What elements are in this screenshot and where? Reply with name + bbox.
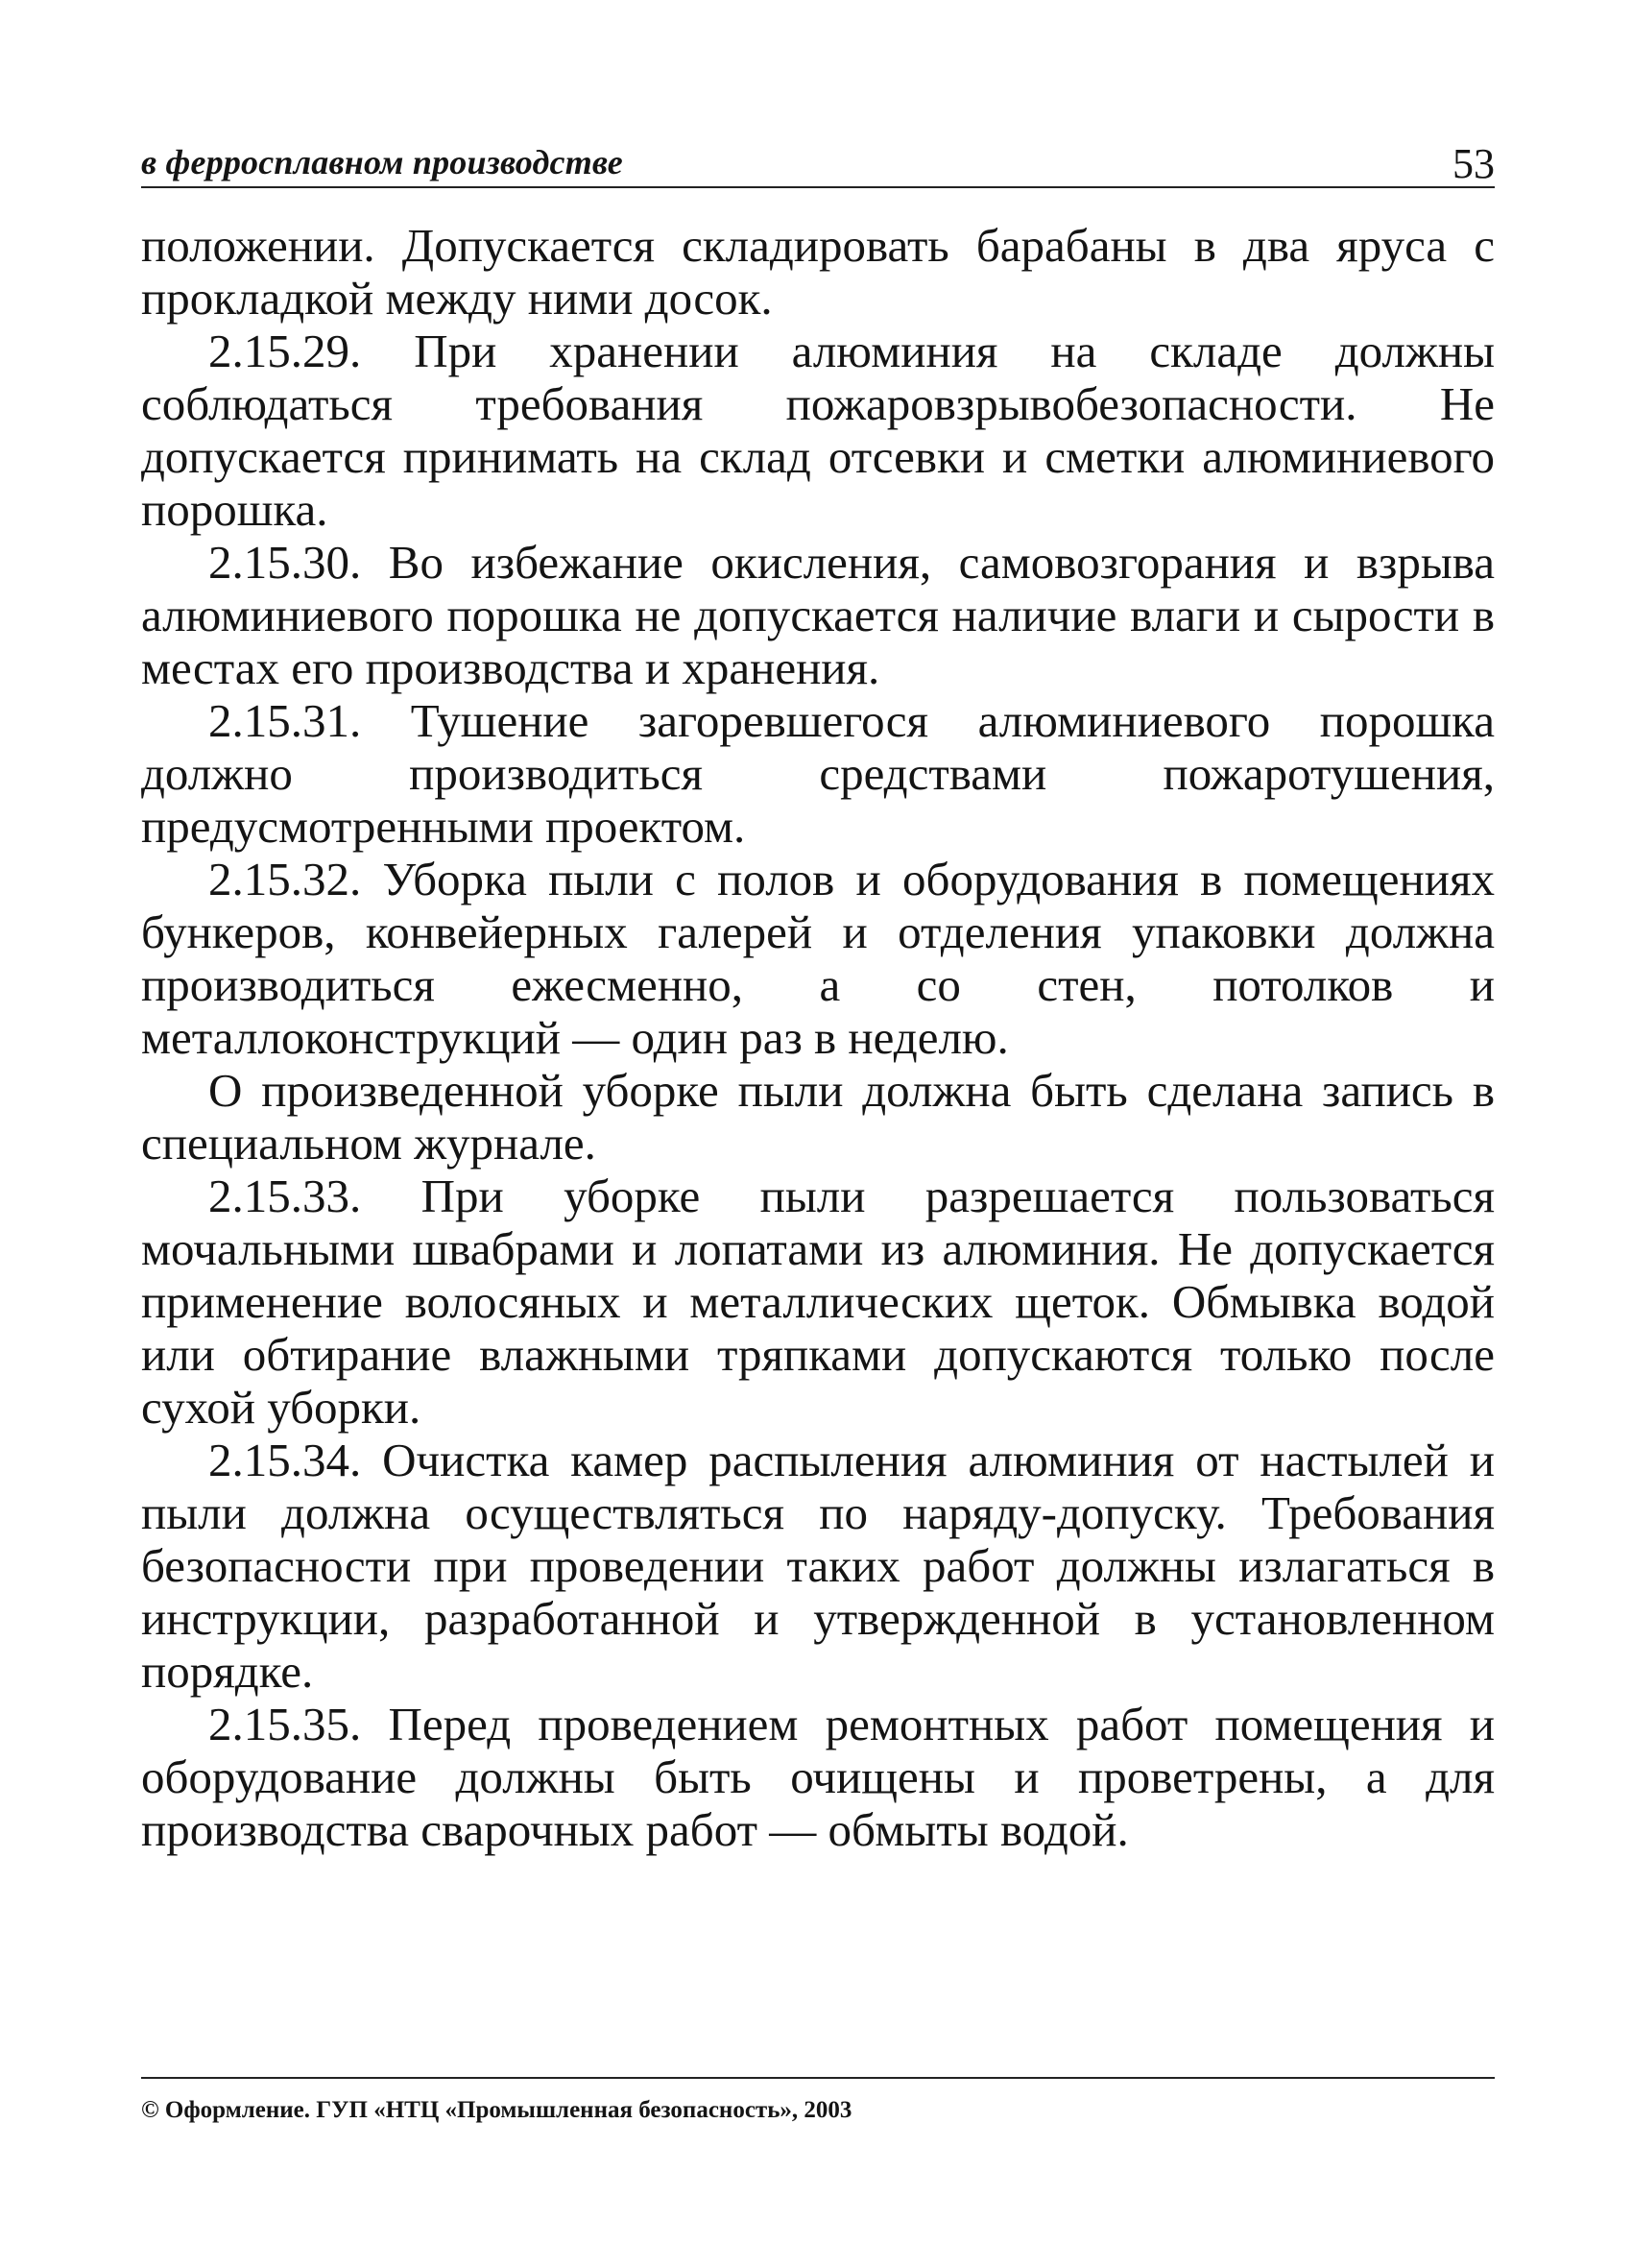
paragraph-2-15-34: 2.15.34. Очистка камер распыления алюминия от настылей и пыли должна осуществляться по наряду-допуску. Требования безопасности при проведении таких работ должны излагаться в инструкции, разработанной и утвержденной в установленном порядке. (141, 1434, 1495, 1698)
paragraph-2-15-32: 2.15.32. Уборка пыли с полов и оборудования в помещениях бункеров, конвейерных галерей и отделения упаковки должна производиться ежесменно, а со стен, потолков и металлоконструкций — один раз в неделю. (141, 853, 1495, 1064)
page-number: 53 (1452, 140, 1495, 187)
paragraph-dust-record: О произведенной уборке пыли должна быть сделана запись в специальном журнале. (141, 1064, 1495, 1170)
body-text (141, 219, 1495, 1856)
paragraph-continuation: положении. Допускается складировать барабаны в два яруса с прокладкой между ними досок. (141, 219, 1495, 325)
footer-divider (141, 2077, 1495, 2079)
running-title: в ферросплавном производстве (141, 143, 623, 181)
paragraph-2-15-35: 2.15.35. Перед проведением ремонтных работ помещения и оборудование должны быть очищены и проветрены, а для производства сварочных работ — обмыты водой. (141, 1698, 1495, 1856)
paragraph-2-15-29: 2.15.29. При хранении алюминия на складе должны соблюдаться требования пожаровзрывобезопасности. Не допускается принимать на склад отсевки и сметки алюминиевого порошка. (141, 325, 1495, 536)
page-header (141, 142, 1495, 188)
paragraph-2-15-31: 2.15.31. Тушение загоревшегося алюминиевого порошка должно производиться средствами пожаротушения, предусмотренными проектом. (141, 694, 1495, 853)
footer-copyright: © Оформление. ГУП «НТЦ «Промышленная безопасность», 2003 (141, 2097, 852, 2123)
paragraph-2-15-33: 2.15.33. При уборке пыли разрешается пользоваться мочальными швабрами и лопатами из алюминия. Не допускается применение волосяных и металлических щеток. Обмывка водой или обтирание влажными тряпками допускаются только после сухой уборки. (141, 1170, 1495, 1434)
paragraph-2-15-30: 2.15.30. Во избежание окисления, самовозгорания и взрыва алюминиевого порошка не допускается наличие влаги и сырости в местах его производства и хранения. (141, 536, 1495, 694)
